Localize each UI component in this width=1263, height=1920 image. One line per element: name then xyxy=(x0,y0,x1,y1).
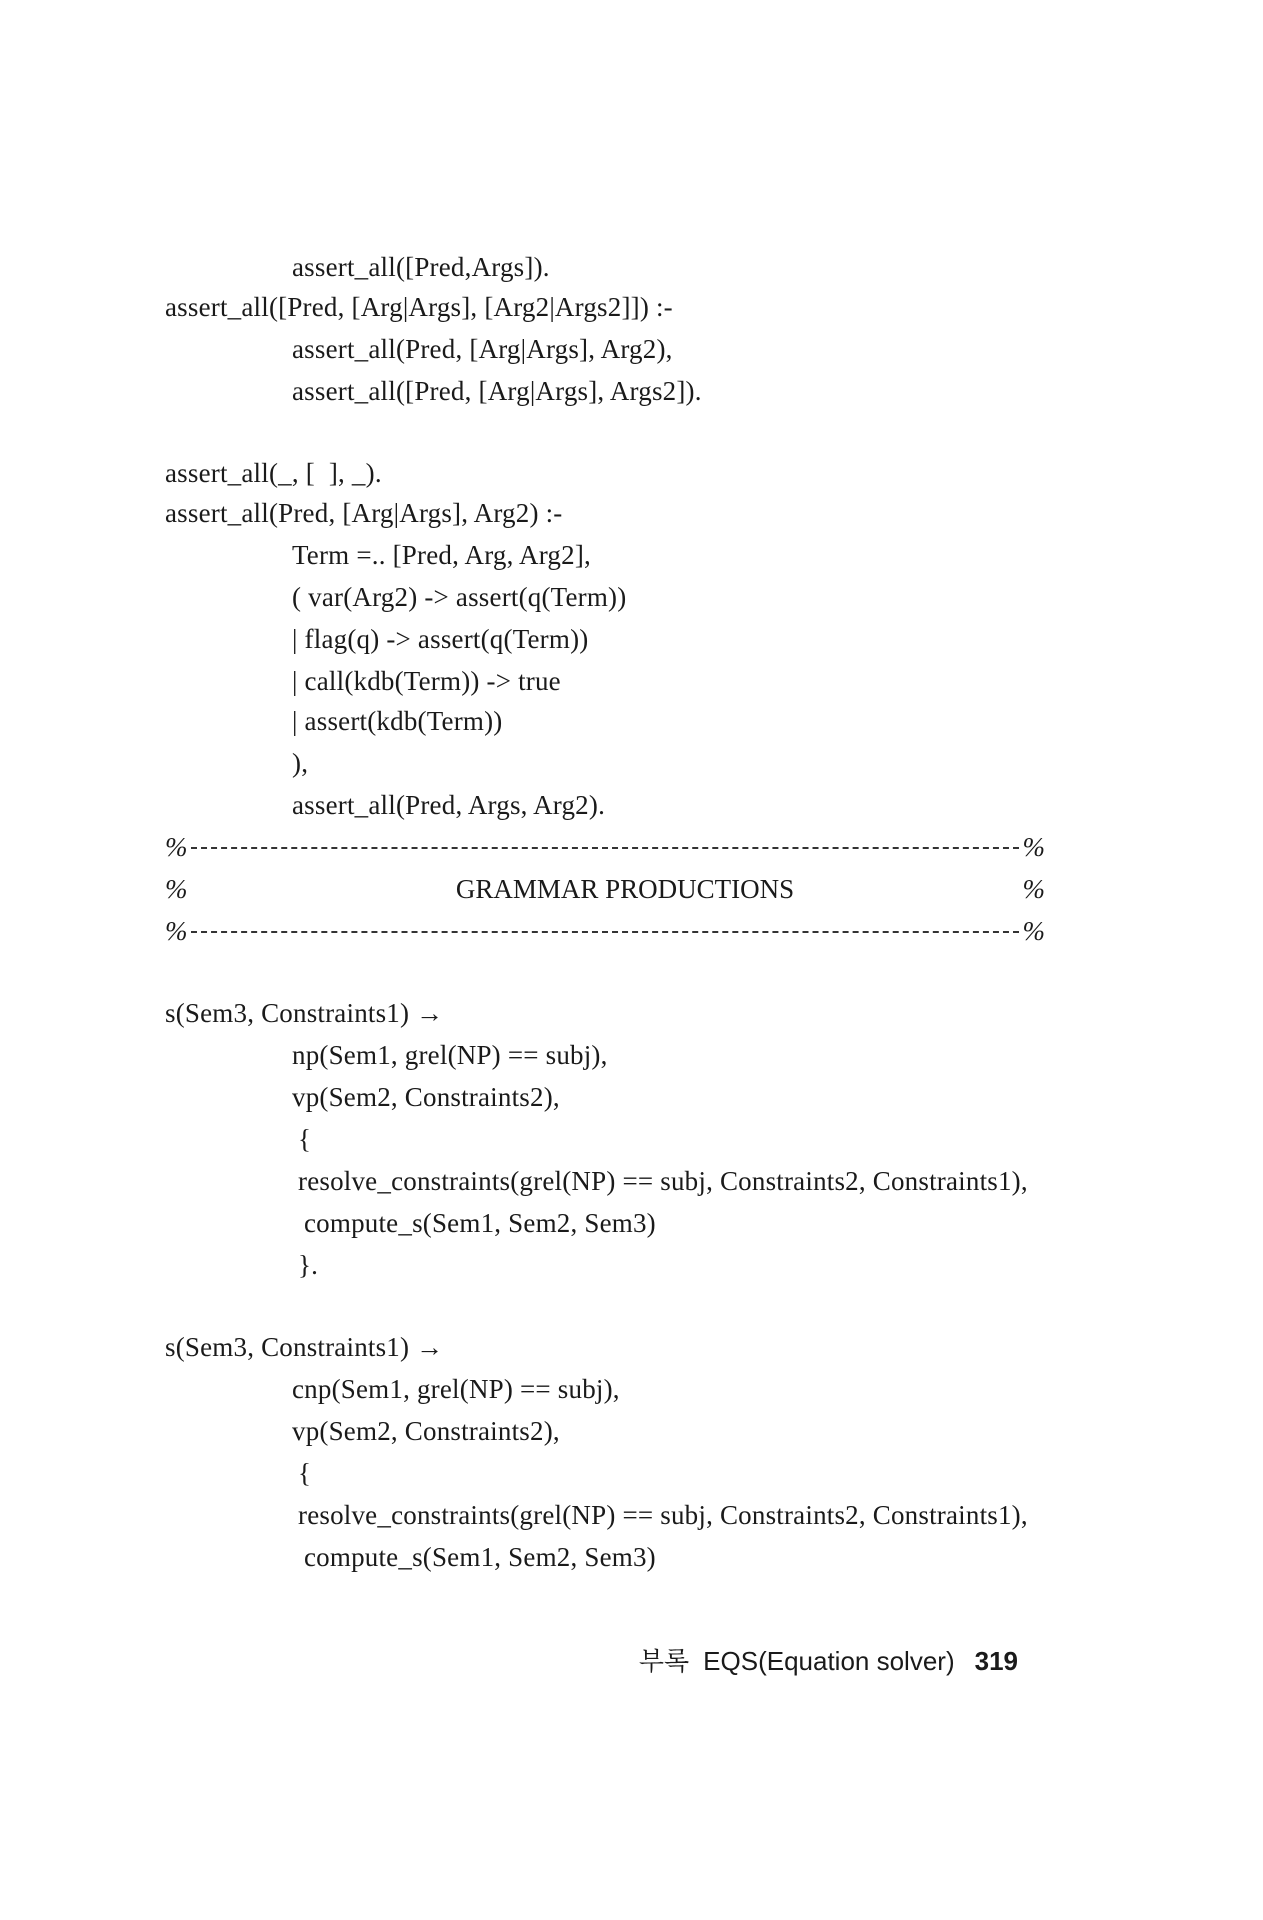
code-line: cnp(Sem1, grel(NP) == subj), xyxy=(292,1374,620,1404)
code-line: s(Sem3, Constraints1) → xyxy=(165,1332,444,1362)
code-line: assert_all(Pred, [Arg|Args], Arg2) :- xyxy=(165,498,563,528)
code-line: | call(kdb(Term)) -> true xyxy=(292,666,561,696)
section-title: GRAMMAR PRODUCTIONS xyxy=(455,874,795,904)
code-line: assert_all([Pred, [Arg|Args], Args2]). xyxy=(292,376,702,406)
percent-mark: % xyxy=(165,916,188,946)
page-footer xyxy=(639,1644,1018,1678)
code-line: np(Sem1, grel(NP) == subj), xyxy=(292,1040,608,1070)
code-line: | assert(kdb(Term)) xyxy=(292,706,503,736)
code-line: Term =.. [Pred, Arg, Arg2], xyxy=(292,540,591,570)
code-line: assert_all(Pred, [Arg|Args], Arg2), xyxy=(292,334,673,364)
code-line: }. xyxy=(298,1250,319,1280)
comment-rule-top xyxy=(165,830,1045,864)
code-line: assert_all(_, [ ], _). xyxy=(165,458,382,488)
code-line: compute_s(Sem1, Sem2, Sem3) xyxy=(304,1208,656,1238)
code-line: resolve_constraints(grel(NP) == subj, Constraints2, Constraints1), xyxy=(298,1500,1028,1530)
code-line: assert_all([Pred, [Arg|Args], [Arg2|Args2]]) :- xyxy=(165,292,673,322)
footer-title: EQS(Equation solver) xyxy=(703,1646,955,1676)
code-line: ( var(Arg2) -> assert(q(Term)) xyxy=(292,582,627,612)
code-line: vp(Sem2, Constraints2), xyxy=(292,1416,560,1446)
code-line: assert_all([Pred,Args]). xyxy=(292,252,550,282)
code-line: { xyxy=(298,1124,312,1154)
code-line: { xyxy=(298,1458,312,1488)
dashed-divider xyxy=(191,847,1019,849)
percent-mark: % xyxy=(1022,832,1045,862)
section-heading xyxy=(165,872,1045,906)
dashed-divider xyxy=(191,931,1019,933)
code-line: vp(Sem2, Constraints2), xyxy=(292,1082,560,1112)
code-line: resolve_constraints(grel(NP) == subj, Constraints2, Constraints1), xyxy=(298,1166,1028,1196)
code-line: s(Sem3, Constraints1) → xyxy=(165,998,444,1028)
code-line: ), xyxy=(292,748,309,778)
percent-mark: % xyxy=(165,832,188,862)
percent-mark: % xyxy=(1022,874,1045,904)
footer-section: 부록 xyxy=(638,1646,690,1676)
percent-mark: % xyxy=(165,874,188,904)
comment-rule-bottom xyxy=(165,914,1045,948)
percent-mark: % xyxy=(1022,916,1045,946)
code-line: | flag(q) -> assert(q(Term)) xyxy=(292,624,589,654)
page-number: 319 xyxy=(974,1646,1018,1676)
code-line: assert_all(Pred, Args, Arg2). xyxy=(292,790,606,820)
code-line: compute_s(Sem1, Sem2, Sem3) xyxy=(304,1542,656,1572)
